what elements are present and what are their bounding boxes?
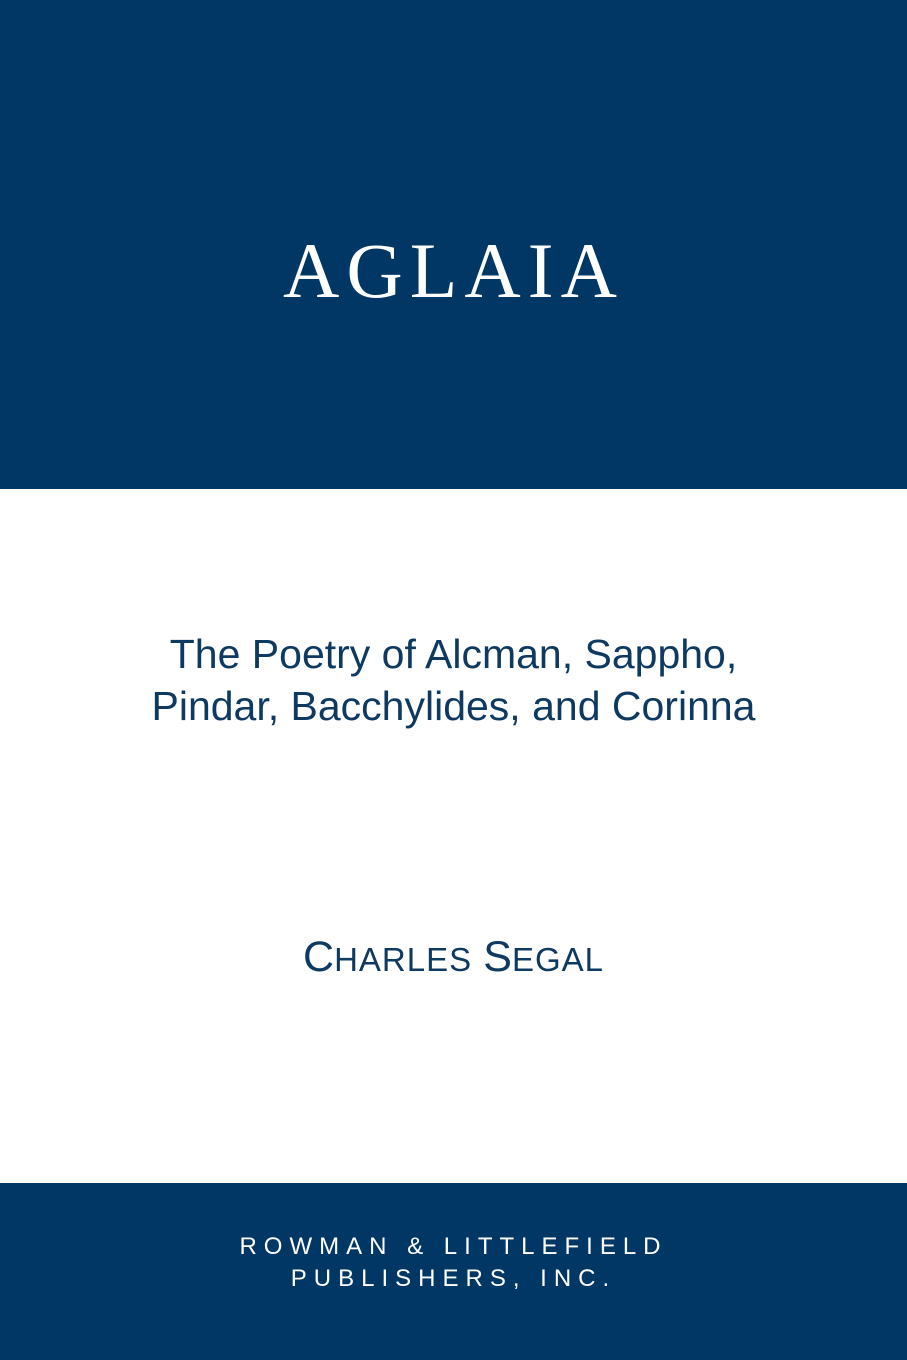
publisher-line-1: ROWMAN & LITTLEFIELD [239,1233,668,1260]
subtitle-line-2: Pindar, Bacchylides, and Corinna [151,683,756,729]
author-name [0,932,907,984]
author-first-initial: C [303,933,335,981]
author-last-rest: EGAL [511,941,604,978]
author-first-rest: HARLES [334,941,473,978]
subtitle-line-1: The Poetry of Alcman, Sappho, [169,631,738,677]
publisher-line-2: PUBLISHERS, INC. [290,1265,617,1292]
book-title: AGLAIA [283,227,624,314]
publisher-name [0,1231,907,1295]
author-last-initial: S [483,933,512,981]
book-subtitle [0,628,907,732]
